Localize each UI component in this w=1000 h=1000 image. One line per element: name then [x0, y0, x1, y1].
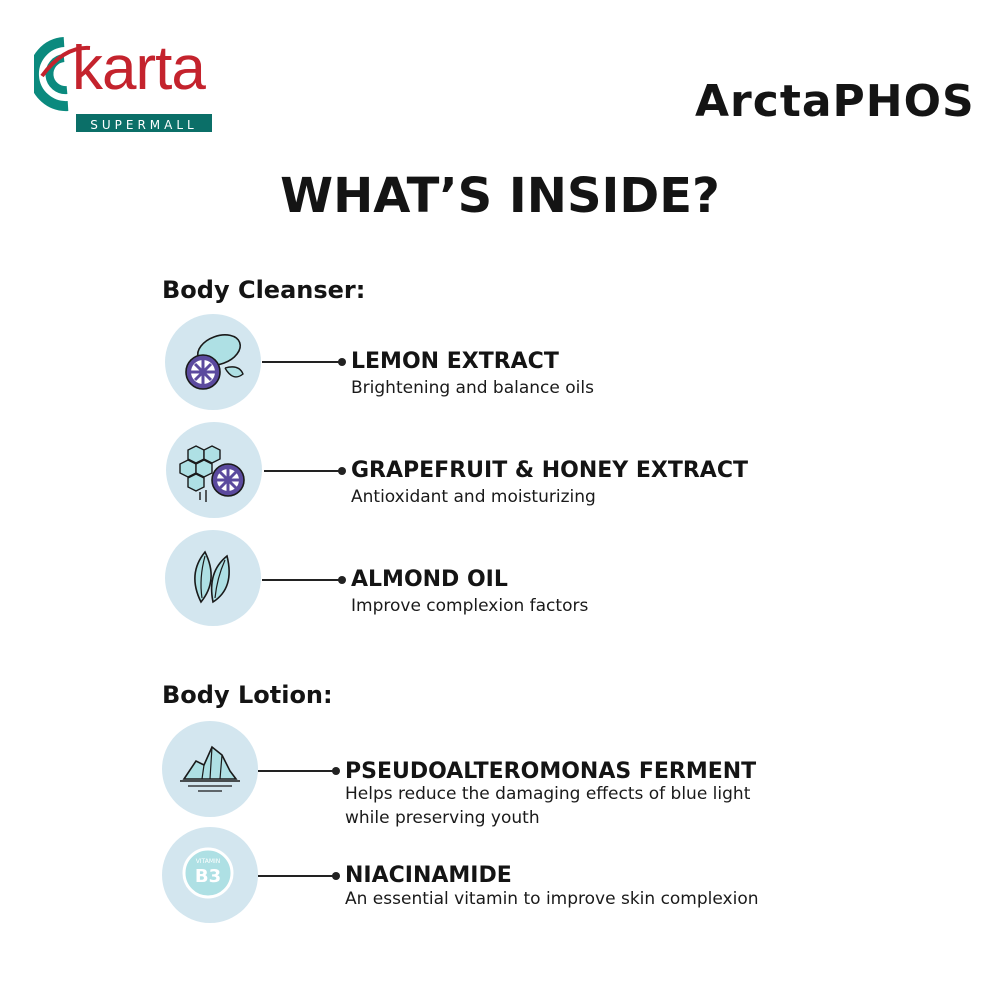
- iceberg-icon: [162, 721, 258, 817]
- ingredient-description: Improve complexion factors: [351, 596, 589, 616]
- section-title-body-lotion: Body Lotion:: [162, 681, 333, 709]
- ingredient-description: Antioxidant and moisturizing: [351, 487, 596, 507]
- ingredient-name: NIACINAMIDE: [345, 863, 512, 888]
- ingredient-name: GRAPEFRUIT & HONEY EXTRACT: [351, 458, 748, 483]
- karta-wordmark: karta: [72, 34, 205, 103]
- karta-tagline: SUPERMALL: [74, 112, 214, 134]
- ingredient-name: ALMOND OIL: [351, 567, 508, 592]
- arctaphos-logo: ArctaPHOS: [695, 76, 975, 127]
- page-title: WHAT’S INSIDE?: [280, 168, 720, 224]
- connector-dot: [338, 358, 346, 366]
- connector-dot: [338, 467, 346, 475]
- connector-dot: [332, 872, 340, 880]
- ingredient-name: PSEUDOALTEROMONAS FERMENT: [345, 759, 757, 784]
- karta-supermall-logo: [34, 36, 224, 136]
- ingredient-icon-circle: [162, 827, 258, 923]
- ingredient-description: Helps reduce the damaging effects of blue light: [345, 784, 751, 804]
- vitamin-label: VITAMIN: [195, 858, 221, 865]
- section-title-body-cleanser: Body Cleanser:: [162, 276, 366, 304]
- connector-line: [262, 361, 340, 363]
- ingredient-description: An essential vitamin to improve skin complexion: [345, 889, 759, 909]
- connector-line: [258, 875, 334, 877]
- connector-line: [262, 579, 340, 581]
- b3-label: B3: [194, 866, 222, 887]
- ingredient-icon-circle: [162, 721, 258, 817]
- ingredient-name: LEMON EXTRACT: [351, 349, 559, 374]
- connector-dot: [332, 767, 340, 775]
- connector-dot: [338, 576, 346, 584]
- connector-line: [258, 770, 334, 772]
- ingredient-description: Brightening and balance oils: [351, 378, 594, 398]
- connector-line: [264, 470, 340, 472]
- ingredient-description: while preserving youth: [345, 808, 540, 828]
- almond-icon: [165, 530, 261, 626]
- lemon-icon: [165, 314, 261, 410]
- ingredient-icon-circle: [166, 422, 262, 518]
- honeycomb-grapefruit-icon: [166, 422, 262, 518]
- ingredient-icon-circle: [165, 530, 261, 626]
- ingredient-icon-circle: [165, 314, 261, 410]
- vitamin-b3-icon: [162, 827, 258, 923]
